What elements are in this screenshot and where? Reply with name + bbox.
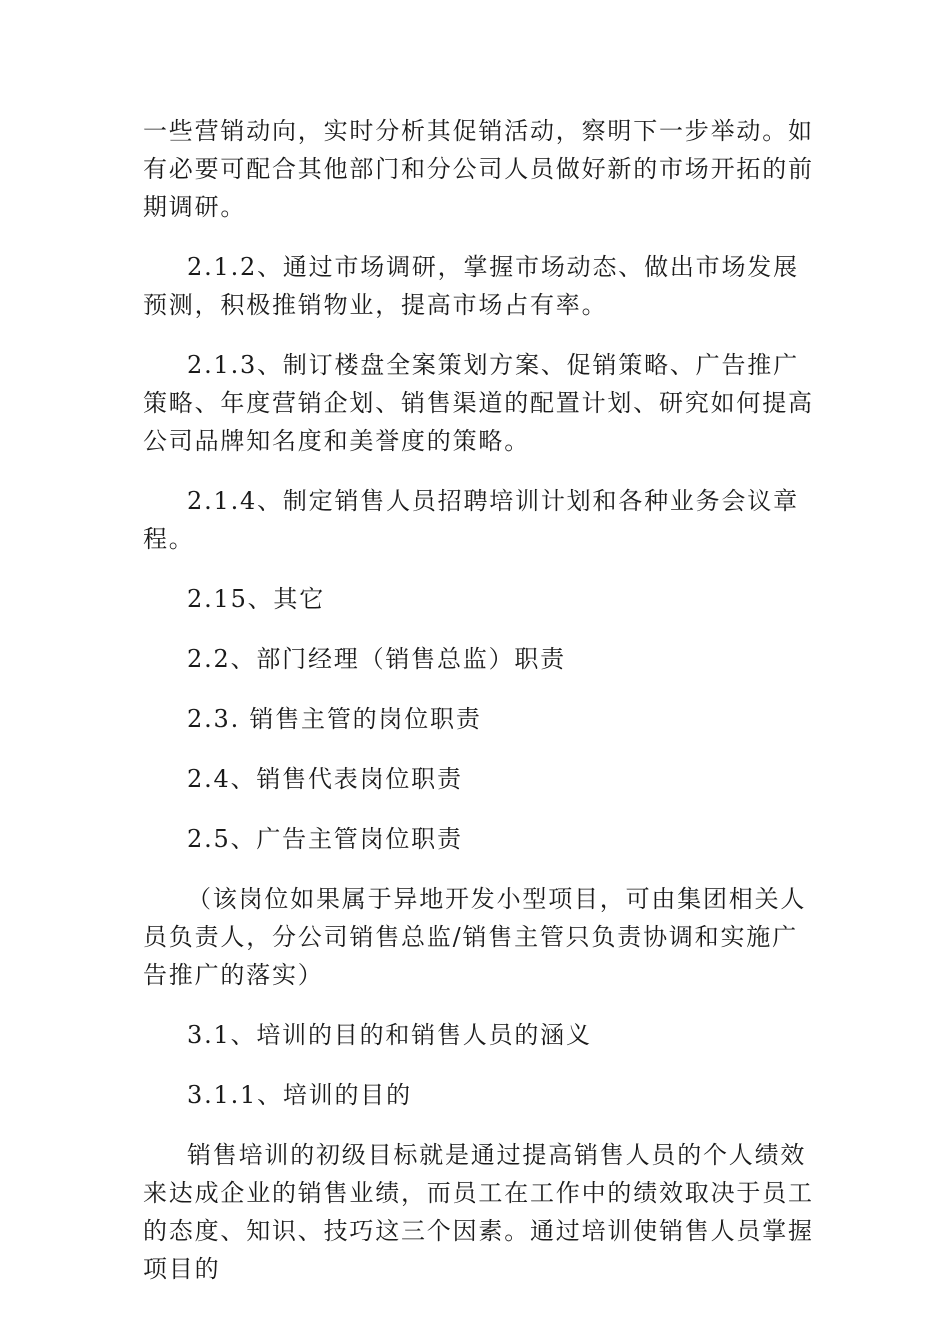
heading-2-4: 2.4、销售代表岗位职责 xyxy=(187,765,463,793)
paragraph-2-1-4: 2.1.4、制定销售人员招聘培训计划和各种业务会议章程。 xyxy=(143,487,799,553)
paragraph-training-goal: 销售培训的初级目标就是通过提高销售人员的个人绩效来达成企业的销售业绩，而员工在工作中的绩效取决于员工的态度、知识、技巧这三个因素。通过培训使销售人员掌握项目的 xyxy=(143,1141,814,1283)
paragraph-2-1-3: 2.1.3、制订楼盘全案策划方案、促销策略、广告推广策略、年度营销企划、销售渠道的配置计划、研究如何提高公司品牌知名度和美誉度的策略。 xyxy=(143,351,814,455)
heading-3-1-1: 3.1.1、培训的目的 xyxy=(187,1081,412,1109)
paragraph-intro-continued: 一些营销动向，实时分析其促销活动，察明下一步举动。如有必要可配合其他部门和分公司人员做好新的市场开拓的前期调研。 xyxy=(143,117,814,221)
heading-2-3: 2.3. 销售主管的岗位职责 xyxy=(187,705,482,733)
paragraph-note: （该岗位如果属于异地开发小型项目，可由集团相关人员负责人，分公司销售总监/销售主管只负责协调和实施广告推广的落实） xyxy=(143,885,807,989)
heading-2-1-5: 2.15、其它 xyxy=(187,585,326,613)
document-page xyxy=(143,112,823,1288)
heading-3-1: 3.1、培训的目的和销售人员的涵义 xyxy=(187,1021,592,1049)
paragraph-2-1-2: 2.1.2、通过市场调研，掌握市场动态、做出市场发展预测，积极推销物业，提高市场占有率。 xyxy=(143,253,799,319)
heading-2-2: 2.2、部门经理（销售总监）职责 xyxy=(187,645,566,673)
heading-2-5: 2.5、广告主管岗位职责 xyxy=(187,825,463,853)
